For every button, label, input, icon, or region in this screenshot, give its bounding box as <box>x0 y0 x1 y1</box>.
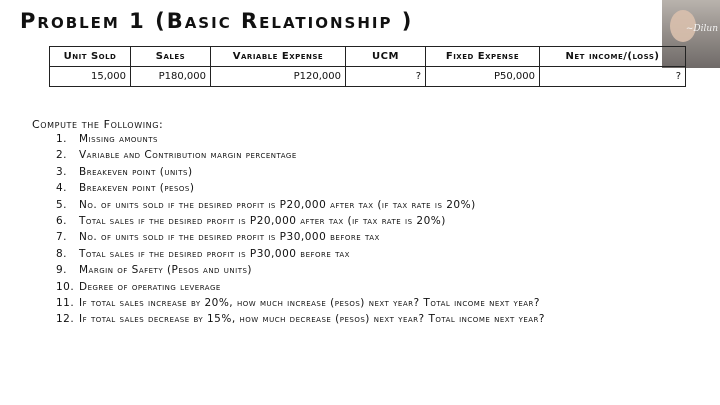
item-text: Total sales if the desired profit is P20,000 after tax (if tax rate is 20%) <box>79 215 446 228</box>
cell-unit-sold: 15,000 <box>50 67 131 87</box>
item-number: 3. <box>56 165 68 178</box>
list-item <box>56 197 696 213</box>
compute-heading: Compute the Following: <box>32 118 164 131</box>
item-number: 6. <box>56 215 68 228</box>
item-text: If total sales decrease by 15%, how much decrease (pesos) next year? Total income next year? <box>79 313 545 326</box>
header-fixed-expense: Fixed Expense <box>426 47 540 67</box>
cell-sales: P180,000 <box>131 67 211 87</box>
item-text: Margin of Safety (Pesos and units) <box>79 264 253 277</box>
item-number: 10. <box>56 280 75 293</box>
list-item <box>56 213 696 229</box>
item-number: 9. <box>56 264 68 277</box>
item-number: 1. <box>56 133 68 145</box>
item-text: Variable and Contribution margin percentage <box>79 149 297 162</box>
item-text: Missing amounts <box>79 133 158 145</box>
item-text: Total sales if the desired profit is P30,000 before tax <box>79 247 350 260</box>
header-net-income: Net income/(loss) <box>540 47 686 67</box>
item-text: Degree of operating leverage <box>79 280 221 293</box>
list-item <box>56 295 696 311</box>
table-header-row <box>50 47 686 67</box>
item-number: 4. <box>56 182 68 195</box>
item-text: No. of units sold if the desired profit is P30,000 before tax <box>79 231 380 244</box>
item-number: 7. <box>56 231 68 244</box>
cell-fixed-expense: P50,000 <box>426 67 540 87</box>
list-item <box>56 311 696 327</box>
item-text: No. of units sold if the desired profit is P20,000 after tax (if tax rate is 20%) <box>79 198 476 211</box>
list-item <box>56 229 696 245</box>
list-item <box>56 164 696 180</box>
cell-variable-expense: P120,000 <box>211 67 346 87</box>
item-number: 5. <box>56 198 68 211</box>
header-sales: Sales <box>131 47 211 67</box>
item-text: Breakeven point (units) <box>79 165 193 178</box>
list-item <box>56 279 696 295</box>
table-row <box>50 67 686 87</box>
list-item <box>56 180 696 196</box>
page-title: Problem 1 (Basic Relationship ) <box>20 9 414 33</box>
cell-ucm: ? <box>346 67 426 87</box>
header-ucm: UCM <box>346 47 426 67</box>
item-text: If total sales increase by 20%, how much increase (pesos) next year? Total income next year? <box>79 297 540 310</box>
task-list <box>56 131 696 328</box>
item-number: 8. <box>56 247 68 260</box>
webcam-scribble: ~Dilun <box>685 24 718 34</box>
list-item <box>56 131 696 147</box>
item-number: 12. <box>56 313 75 326</box>
list-item <box>56 262 696 278</box>
data-table <box>49 46 686 87</box>
header-unit-sold: Unit Sold <box>50 47 131 67</box>
list-item <box>56 246 696 262</box>
header-variable-expense: Variable Expense <box>211 47 346 67</box>
list-item <box>56 147 696 163</box>
item-number: 11. <box>56 297 75 310</box>
item-number: 2. <box>56 149 68 162</box>
item-text: Breakeven point (pesos) <box>79 182 195 195</box>
cell-net-income: ? <box>540 67 686 87</box>
